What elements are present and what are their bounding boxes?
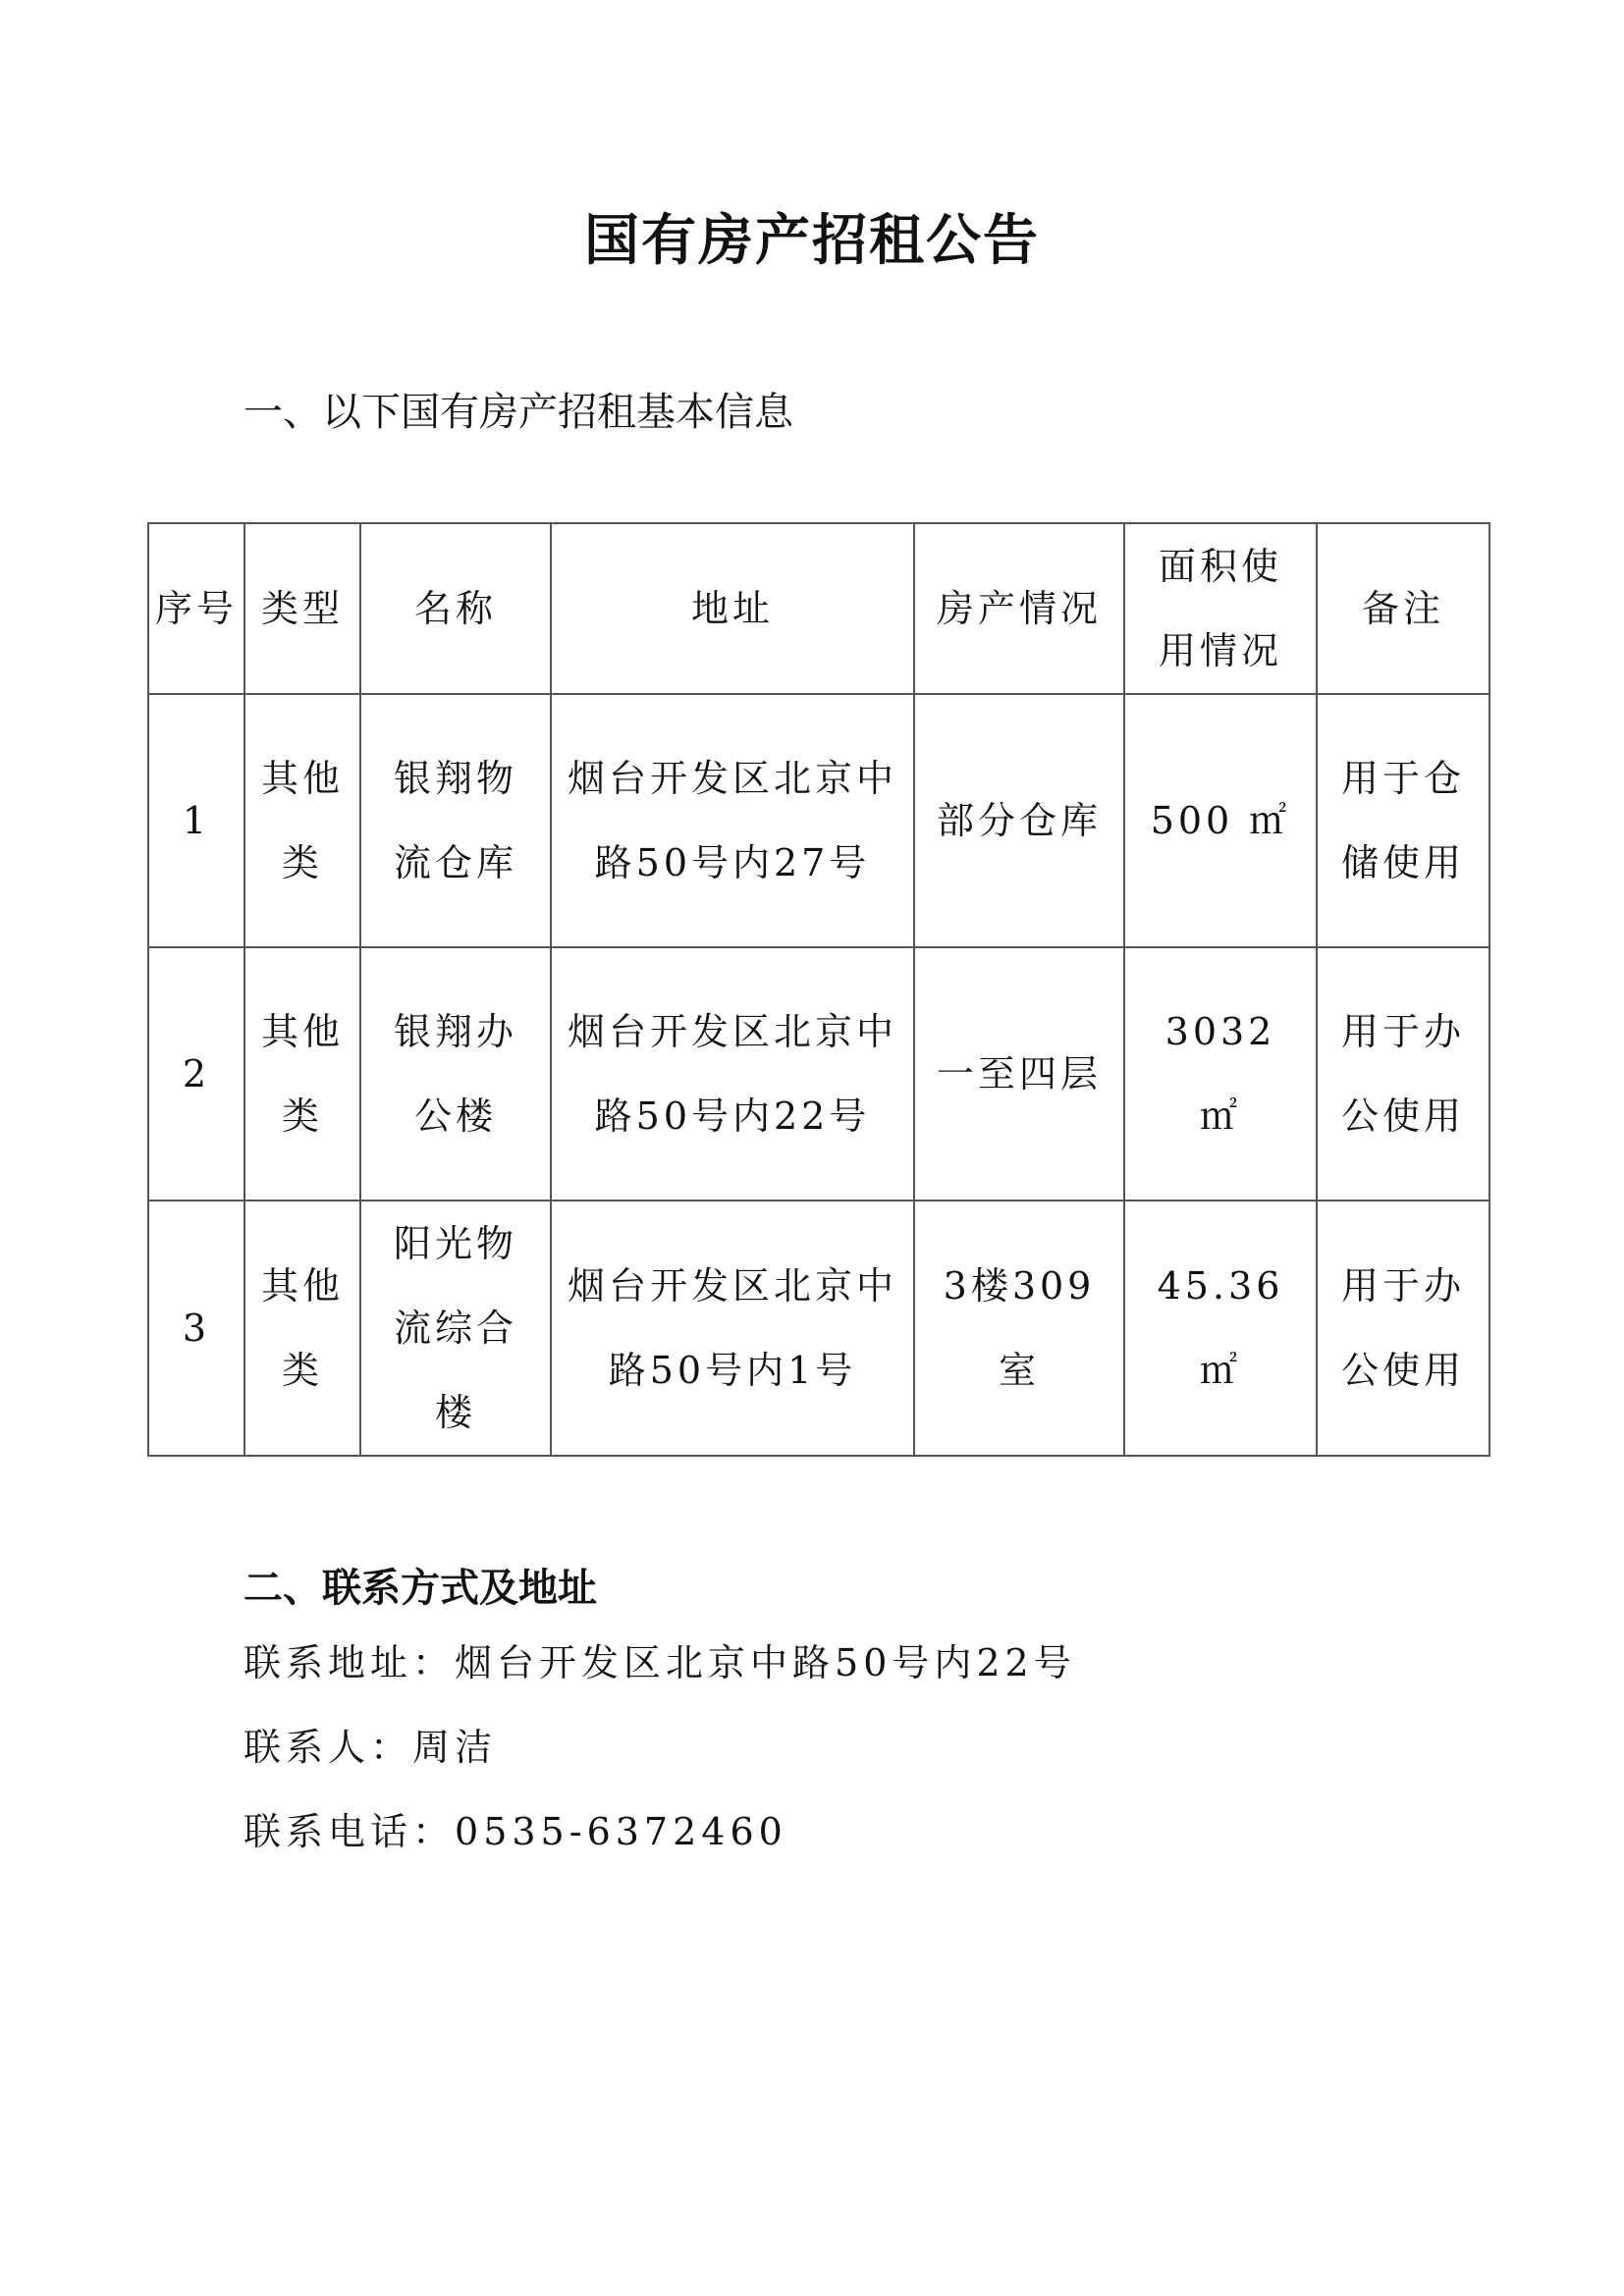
cell-condition: 部分仓库 [914,694,1124,947]
cell-index: 3 [148,1201,244,1456]
cell-type: 其他类 [244,947,360,1201]
contact-person-line [244,1720,497,1775]
cell-address: 烟台开发区北京中路50号内1号 [551,1201,914,1456]
header-cell-area: 面积使用情况 [1124,523,1317,694]
cell-type: 其他类 [244,694,360,947]
table-row [148,694,1489,947]
header-cell-index: 序号 [148,523,244,694]
section-heading-basic-info: 一、以下国有房产招租基本信息 [244,390,793,435]
contact-person-label: 联系人： [244,1726,413,1769]
cell-index: 1 [148,694,244,947]
cell-name: 银翔办公楼 [360,947,551,1201]
cell-address: 烟台开发区北京中路50号内27号 [551,694,914,947]
property-table [147,522,1490,1457]
cell-area: 3032 ㎡ [1124,947,1317,1201]
cell-name: 银翔物流仓库 [360,694,551,947]
cell-remark: 用于仓储使用 [1317,694,1489,947]
header-cell-name: 名称 [360,523,551,694]
contact-phone-label: 联系电话： [244,1810,456,1853]
table-row [148,1201,1489,1456]
table-header-row [148,523,1489,694]
cell-index: 2 [148,947,244,1201]
section-heading-contact: 二、联系方式及地址 [244,1566,597,1611]
contact-phone-line [244,1804,787,1859]
cell-remark: 用于办公使用 [1317,1201,1489,1456]
contact-address-value: 烟台开发区北京中路50号内22号 [455,1641,1076,1684]
cell-name: 阳光物流综合楼 [360,1201,551,1456]
cell-condition: 3楼309室 [914,1201,1124,1456]
contact-person-value: 周洁 [412,1726,498,1769]
contact-phone-value: 0535-6372460 [455,1810,787,1853]
contact-address-line [244,1635,1076,1690]
cell-address: 烟台开发区北京中路50号内22号 [551,947,914,1201]
table-row [148,947,1489,1201]
header-cell-type: 类型 [244,523,360,694]
cell-condition: 一至四层 [914,947,1124,1201]
cell-area: 500 ㎡ [1124,694,1317,947]
cell-remark: 用于办公使用 [1317,947,1489,1201]
header-cell-remark: 备注 [1317,523,1489,694]
header-cell-address: 地址 [551,523,914,694]
header-cell-condition: 房产情况 [914,523,1124,694]
contact-address-label: 联系地址： [244,1641,456,1684]
cell-type: 其他类 [244,1201,360,1456]
page-title: 国有房产招租公告 [584,209,1040,273]
cell-area: 45.36 ㎡ [1124,1201,1317,1456]
